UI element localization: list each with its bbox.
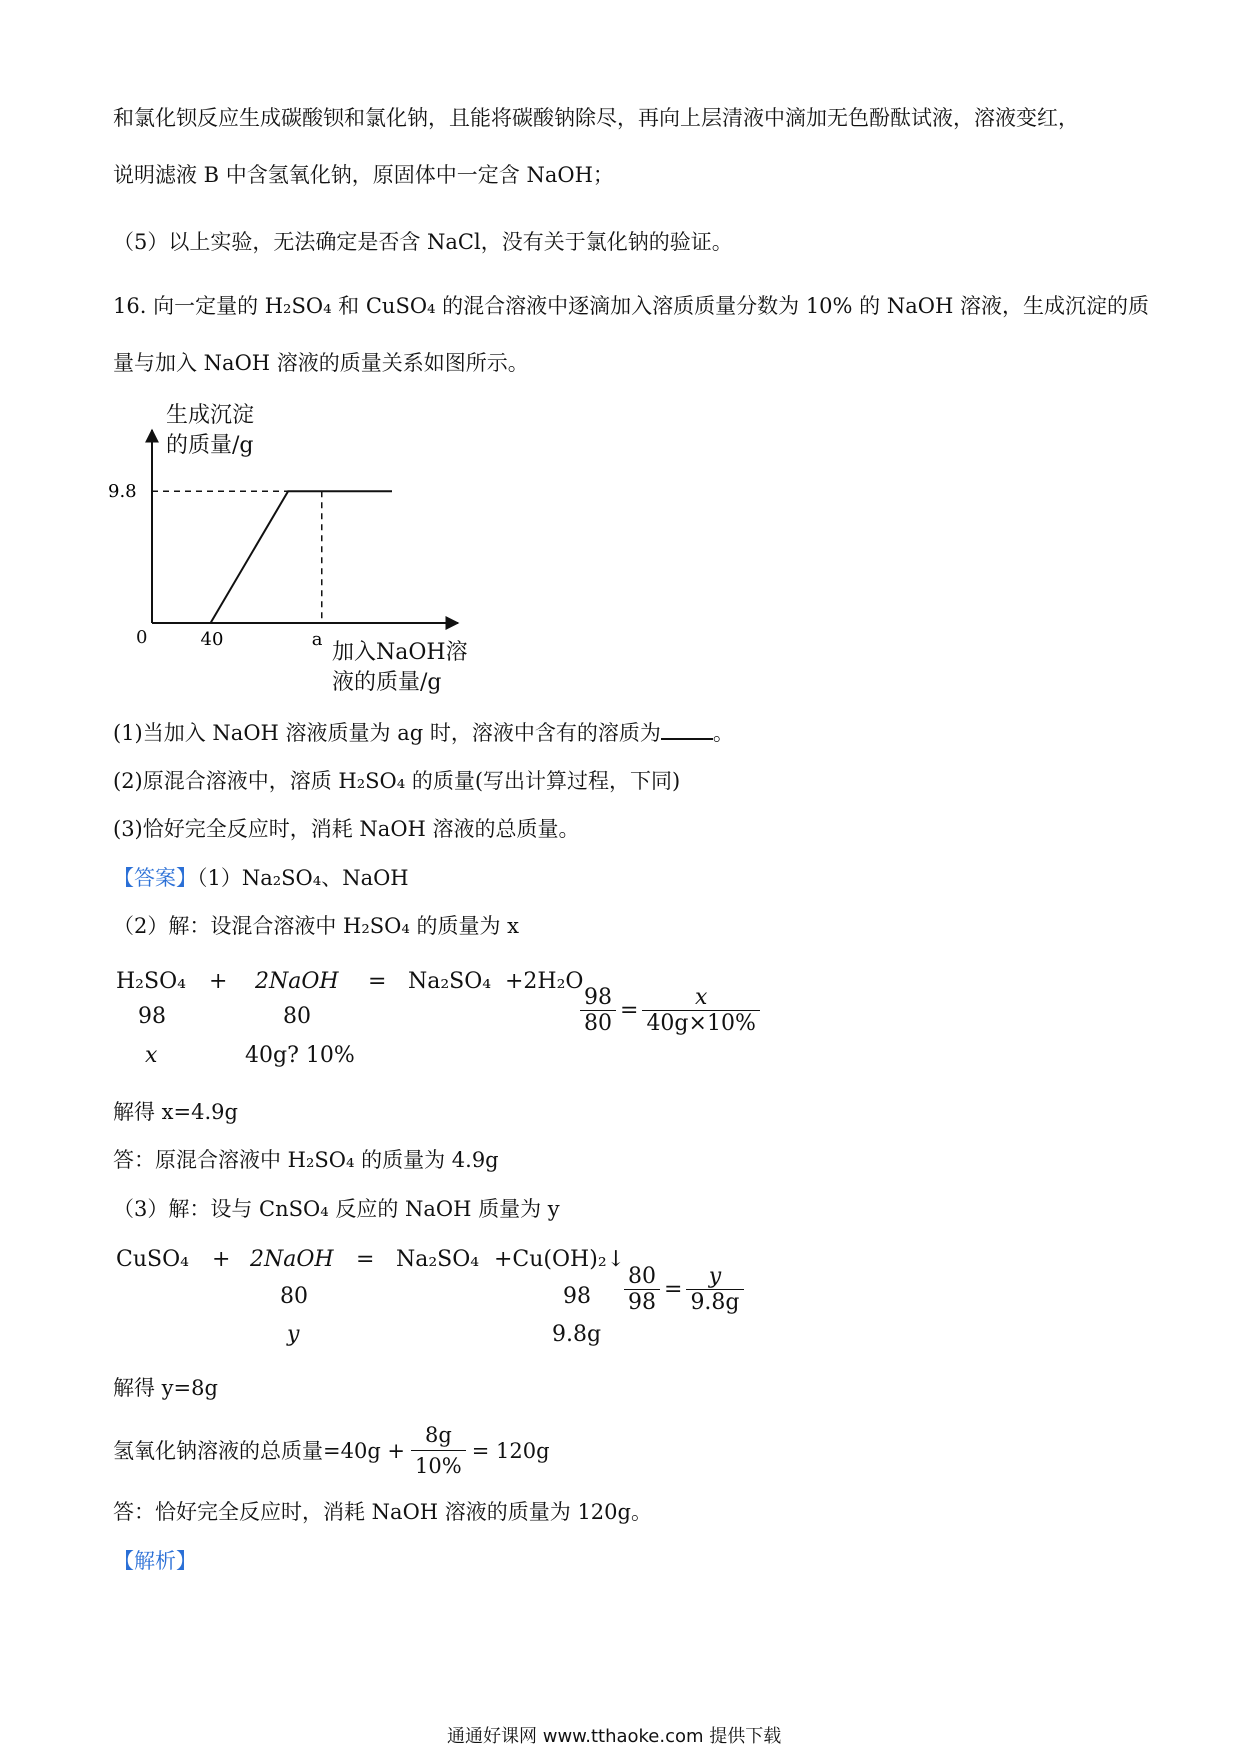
analysis-label: 【解析】: [113, 1549, 197, 1573]
y-tick-label: 9.8: [108, 481, 137, 503]
fraction: $\frac{8g}{10\%}$: [411, 1420, 466, 1481]
fraction: $\frac{80}{98}$: [624, 1264, 660, 1315]
molar-mass: 98: [563, 1284, 591, 1309]
formula: Na₂SO₄: [408, 969, 492, 994]
molar-mass: 80: [283, 1004, 311, 1029]
total-prefix: 氢氧化钠溶液的总质量=40g +: [113, 1438, 406, 1463]
series-line-0: [211, 491, 392, 623]
formula: 2NaOH: [255, 969, 339, 994]
answer-intro: （3）解：设与 CnSO₄ 反应的 NaOH 质量为 y: [113, 1197, 560, 1221]
quantity: 40g? 10%: [245, 1043, 355, 1068]
molar-mass: 98: [138, 1004, 166, 1029]
sub-question: [113, 718, 734, 748]
result-line: 答：恰好完全反应时，消耗 NaOH 溶液的质量为 120g。: [113, 1500, 652, 1524]
result-line: 解得 x=4.9g: [113, 1100, 238, 1124]
page-footer: 通通好课网 www.tthaoke.com 提供下载: [447, 1726, 782, 1747]
x-axis-label: 加入NaOH溶: [332, 640, 468, 665]
fraction: $\frac{x}{40g\times 10\%}$: [642, 985, 759, 1036]
y-axis-label: 的质量/g: [166, 433, 254, 458]
formula: CuSO₄: [116, 1247, 189, 1272]
total-line: [113, 1420, 550, 1481]
y-axis-label: 生成沉淀: [166, 403, 255, 428]
formula: H₂SO₄: [116, 969, 186, 994]
answer-intro: （2）解：设混合溶液中 H₂SO₄ 的质量为 x: [113, 914, 519, 938]
sub-question: (3)恰好完全反应时，消耗 NaOH 溶液的总质量。: [113, 817, 580, 841]
formula-op: =: [356, 1247, 375, 1272]
quantity: 9.8g: [552, 1322, 602, 1347]
proportion: $\frac{80}{98}$ = $\frac{y}{9.8g}$: [624, 1264, 744, 1315]
molar-mass: 80: [280, 1284, 308, 1309]
quantity: y: [287, 1322, 300, 1347]
question-stem: 量与加入 NaOH 溶液的质量关系如图所示。: [113, 351, 529, 375]
answer-blank: [661, 720, 713, 740]
result-line: 答：原混合溶液中 H₂SO₄ 的质量为 4.9g: [113, 1148, 499, 1172]
origin-label: 0: [136, 627, 148, 648]
x-tick-label: a: [311, 629, 323, 650]
answer-text: （1）Na₂SO₄、NaOH: [197, 866, 409, 890]
total-suffix: = 120g: [471, 1438, 550, 1463]
quantity: x: [145, 1043, 158, 1068]
formula: +Cu(OH)₂↓: [494, 1247, 626, 1272]
sub-question-end: 。: [712, 721, 734, 745]
answer-line: [113, 863, 409, 893]
text-line: 和氯化钡反应生成碳酸钡和氯化钠，且能将碳酸钠除尽，再向上层清液中滴加无色酚酞试液，溶液变红，: [113, 106, 1079, 130]
sub-question-text: (1)当加入 NaOH 溶液质量为 ag 时，溶液中含有的溶质为: [113, 721, 661, 745]
formula: +2H₂O: [505, 969, 584, 994]
sub-question: (2)原混合溶液中，溶质 H₂SO₄ 的质量(写出计算过程，下同): [113, 769, 681, 793]
fraction: $\frac{98}{80}$: [580, 985, 616, 1036]
proportion: $\frac{98}{80}$ = $\frac{x}{40g\times 10\%}$: [580, 985, 760, 1036]
answer-label: 【答案】: [113, 866, 197, 890]
text-line: （5）以上实验，无法确定是否含 NaCl，没有关于氯化钠的验证。: [113, 230, 733, 254]
question-stem: 16. 向一定量的 H₂SO₄ 和 CuSO₄ 的混合溶液中逐滴加入溶质质量分数为 10% 的 NaOH 溶液，生成沉淀的质: [113, 294, 1149, 318]
x-tick-label: 40: [200, 629, 224, 650]
fraction: $\frac{y}{9.8g}$: [686, 1264, 743, 1315]
precipitate-chart: [100, 400, 480, 710]
formula-op: +: [212, 1247, 231, 1272]
x-axis-label: 液的质量/g: [332, 670, 442, 695]
formula-op: =: [368, 969, 387, 994]
formula: Na₂SO₄: [396, 1247, 480, 1272]
formula-op: +: [209, 969, 228, 994]
text-line: 说明滤液 B 中含氢氧化钠，原固体中一定含 NaOH；: [113, 163, 614, 187]
formula: 2NaOH: [250, 1247, 334, 1272]
result-line: 解得 y=8g: [113, 1376, 218, 1400]
